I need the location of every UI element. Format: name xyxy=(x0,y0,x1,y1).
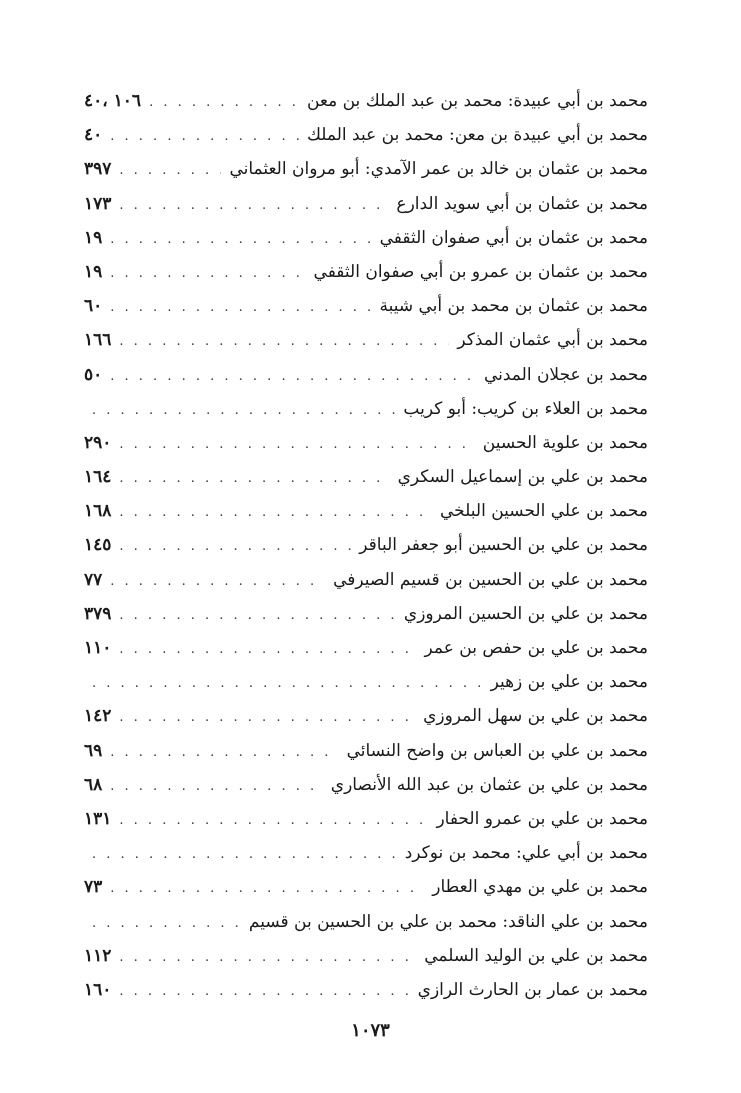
entry-name: محمد بن علوية الحسين xyxy=(482,432,648,453)
index-entry xyxy=(84,118,648,152)
entry-name: محمد بن علي بن عثمان بن عبد الله الأنصاري xyxy=(330,774,648,795)
entry-page-number: ٢٩٠ xyxy=(84,432,112,453)
index-list xyxy=(84,84,648,1007)
dot-leader xyxy=(119,941,416,975)
entry-page-number: ١٦٠ xyxy=(84,979,112,1000)
index-entry xyxy=(84,289,648,323)
entry-name: محمد بن أبي عبيدة: محمد بن عبد الملك بن معن xyxy=(306,91,648,111)
entry-page-number: ١٦٨ xyxy=(84,501,112,522)
entry-name: محمد بن علي بن الحسين بن قسيم الصيرفي xyxy=(333,569,648,590)
entry-name: محمد بن علي بن زهير xyxy=(490,672,648,693)
entry-page-number: ١٩ xyxy=(84,227,103,248)
dot-leader xyxy=(119,633,416,667)
dot-leader xyxy=(119,530,351,564)
index-entry xyxy=(84,392,648,426)
dot-leader xyxy=(110,360,476,394)
entry-page-number: ١٣١ xyxy=(84,808,112,829)
entry-name: محمد بن علي بن الحسين أبو جعفر الباقر xyxy=(359,535,648,556)
entry-name: محمد بن عثمان بن خالد بن عمر الآمدي: أبو مروان العثماني xyxy=(229,159,648,180)
index-entry xyxy=(84,597,648,631)
index-entry xyxy=(84,494,648,528)
index-entry xyxy=(84,460,648,494)
index-entry xyxy=(84,563,648,597)
entry-page-number: ١١٠ xyxy=(84,638,112,658)
entry-page-number: ٧٧ xyxy=(84,569,103,590)
index-entry xyxy=(84,973,648,1007)
dot-leader xyxy=(110,872,424,906)
index-entry xyxy=(84,187,648,221)
entry-name: محمد بن أبي عثمان المذكر xyxy=(457,330,648,351)
dot-leader xyxy=(110,257,305,291)
index-entry xyxy=(84,631,648,665)
entry-page-number: ٣٧٩ xyxy=(84,603,112,624)
index-entry xyxy=(84,734,648,768)
dot-leader xyxy=(110,223,371,257)
index-entry xyxy=(84,768,648,802)
entry-name: محمد بن علي الحسين البلخي xyxy=(440,501,648,522)
page-number: ١٠٧٣ xyxy=(351,1020,390,1041)
entry-name: محمد بن عثمان بن محمد بن أبي شيبة xyxy=(379,296,648,317)
entry-name: محمد بن علي بن عمرو الحفار xyxy=(436,808,648,829)
dot-leader xyxy=(119,701,415,735)
dot-leader xyxy=(110,770,323,804)
entry-page-number: ١٧٣ xyxy=(84,193,112,214)
index-entry xyxy=(84,836,648,870)
entry-name: محمد بن عمار بن الحارث الرازي xyxy=(417,979,648,1000)
dot-leader xyxy=(119,462,389,496)
dot-leader xyxy=(92,907,241,941)
entry-page-number: ١١٢ xyxy=(84,945,112,966)
dot-leader xyxy=(119,325,449,359)
index-entry xyxy=(84,528,648,562)
entry-name: محمد بن علي بن حفص بن عمر xyxy=(424,638,648,658)
entry-name: محمد بن علي بن سهل المروزي xyxy=(423,706,648,727)
index-entry xyxy=(84,84,648,118)
index-entry xyxy=(84,905,648,939)
index-entry xyxy=(84,426,648,460)
entry-page-number: ١٠٦ ،٤٠ xyxy=(84,91,142,111)
dot-leader xyxy=(110,291,371,325)
index-entry xyxy=(84,323,648,357)
entry-name: محمد بن علي بن الحسين المروزي xyxy=(403,603,648,624)
dot-leader xyxy=(92,394,395,428)
dot-leader xyxy=(119,189,388,223)
entry-page-number: ٧٣ xyxy=(84,877,103,898)
entry-page-number: ١٤٢ xyxy=(84,706,112,727)
entry-name: محمد بن علي بن مهدي العطار xyxy=(432,877,648,898)
index-entry xyxy=(84,152,648,186)
dot-leader xyxy=(119,496,432,530)
index-entry xyxy=(84,665,648,699)
entry-page-number: ٣٩٧ xyxy=(84,159,112,180)
entry-page-number: ٤٠ xyxy=(84,125,103,146)
dot-leader xyxy=(119,428,474,462)
entry-name: محمد بن العلاء بن كريب: أبو كريب xyxy=(403,398,648,419)
entry-name: محمد بن علي بن إسماعيل السكري xyxy=(397,467,648,488)
dot-leader xyxy=(119,804,428,838)
dot-leader xyxy=(92,667,483,701)
entry-page-number: ١٩ xyxy=(84,261,103,282)
entry-name: محمد بن أبي عبيدة بن معن: محمد بن عبد الملك xyxy=(306,125,648,146)
index-entry xyxy=(84,221,648,255)
dot-leader xyxy=(110,120,299,154)
entry-name: محمد بن عثمان بن أبي صفوان الثقفي xyxy=(379,227,648,248)
entry-page-number: ٦٨ xyxy=(84,774,103,795)
entry-page-number: ١٤٥ xyxy=(84,535,112,556)
entry-page-number: ٥٠ xyxy=(84,364,103,385)
entry-page-number: ٦٩ xyxy=(84,740,103,761)
index-entry xyxy=(84,255,648,289)
dot-leader xyxy=(110,565,325,599)
dot-leader xyxy=(119,154,221,188)
entry-page-number: ٦٠ xyxy=(84,296,103,317)
index-entry xyxy=(84,699,648,733)
entry-name: محمد بن علي الناقد: محمد بن علي بن الحسين بن قسيم xyxy=(248,911,648,932)
entry-name: محمد بن علي بن العباس بن واضح النسائي xyxy=(346,740,648,761)
entry-name: محمد بن علي بن الوليد السلمي xyxy=(424,945,648,966)
entry-page-number: ١٦٦ xyxy=(84,330,112,351)
index-entry xyxy=(84,358,648,392)
index-entry xyxy=(84,939,648,973)
index-entry xyxy=(84,802,648,836)
entry-name: محمد بن أبي علي: محمد بن نوكرد xyxy=(404,843,648,864)
index-entry xyxy=(84,870,648,904)
dot-leader xyxy=(119,975,409,1009)
dot-leader xyxy=(92,838,397,872)
dot-leader xyxy=(110,736,338,770)
entry-page-number: ١٦٤ xyxy=(84,467,112,488)
entry-name: محمد بن عجلان المدني xyxy=(483,364,648,385)
entry-name: محمد بن عثمان بن أبي سويد الدارع xyxy=(396,193,648,214)
entry-name: محمد بن عثمان بن عمرو بن أبي صفوان الثقفي xyxy=(313,261,648,282)
dot-leader xyxy=(149,86,299,120)
dot-leader xyxy=(119,599,396,633)
